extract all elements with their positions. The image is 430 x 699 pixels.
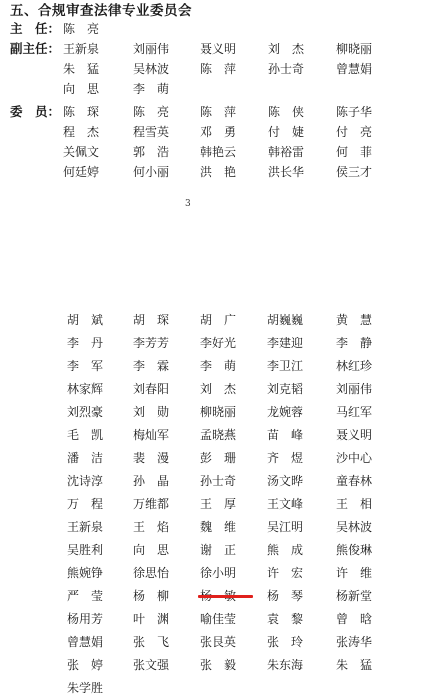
member-name: 许 宏	[267, 566, 304, 580]
member-name: 汤文晔	[267, 474, 304, 488]
member-name: 苗 峰	[267, 428, 304, 442]
member-name: 熊 成	[267, 543, 304, 557]
highlight-underline	[198, 595, 253, 598]
member-name: 刘烈豪	[67, 405, 104, 419]
member-name: 孙士奇	[200, 474, 237, 488]
member-name: 曾慧娟	[67, 635, 104, 649]
member-name: 沈诗淳	[67, 474, 104, 488]
member-name: 熊俊琳	[336, 543, 373, 557]
member-name: 韩艳云	[200, 145, 237, 159]
member-name: 张涛华	[336, 635, 373, 649]
member-name: 潘 洁	[67, 451, 104, 465]
section-heading: 五、合规审查法律专业委员会	[10, 3, 192, 19]
member-name: 张文强	[133, 658, 170, 672]
member-name: 毛 凯	[67, 428, 104, 442]
member-name: 胡 斌	[67, 313, 104, 327]
member-name: 张 婷	[67, 658, 104, 672]
member-name: 邓 勇	[200, 125, 237, 139]
member-name: 张 毅	[200, 658, 237, 672]
member-name: 洪 艳	[200, 165, 237, 179]
member-name: 聂义明	[200, 42, 237, 56]
member-name: 陈 萍	[200, 105, 237, 119]
member-name: 魏 维	[200, 520, 237, 534]
member-name: 张艮英	[200, 635, 237, 649]
member-name: 刘 杰	[268, 42, 305, 56]
member-name: 陈 萍	[200, 62, 237, 76]
member-name: 李芳芳	[133, 336, 170, 350]
member-name: 严 莹	[67, 589, 104, 603]
member-name: 万维都	[133, 497, 170, 511]
member-name: 李 萌	[133, 82, 170, 96]
member-name: 黄 慧	[336, 313, 373, 327]
member-name: 聂义明	[336, 428, 373, 442]
member-name: 许 维	[336, 566, 373, 580]
member-name: 郭 浩	[133, 145, 170, 159]
member-name: 陈 亮	[63, 22, 100, 36]
member-name: 李 霖	[133, 359, 170, 373]
member-name: 吴胜利	[67, 543, 104, 557]
role-label: 委 员：	[10, 104, 61, 119]
member-name: 李建迎	[267, 336, 304, 350]
member-name: 吴林波	[133, 62, 170, 76]
member-name: 刘 杰	[200, 382, 237, 396]
member-name: 陈 琛	[63, 105, 100, 119]
member-name: 彭 珊	[200, 451, 237, 465]
member-name: 万 程	[67, 497, 104, 511]
member-name: 李卫江	[267, 359, 304, 373]
member-name: 张 玲	[267, 635, 304, 649]
member-name: 向 思	[133, 543, 170, 557]
member-name: 袁 黎	[267, 612, 304, 626]
member-name: 刘丽伟	[336, 382, 373, 396]
member-name: 王 相	[336, 497, 373, 511]
member-name: 齐 煜	[267, 451, 304, 465]
member-name: 朱 猛	[63, 62, 100, 76]
member-name: 王 厚	[200, 497, 237, 511]
member-name: 向 思	[63, 82, 100, 96]
member-name: 柳晓丽	[200, 405, 237, 419]
member-name: 刘丽伟	[133, 42, 170, 56]
member-name: 王新泉	[63, 42, 100, 56]
member-name: 曾 晗	[336, 612, 373, 626]
page-number: 3	[185, 199, 191, 209]
member-name: 谢 正	[200, 543, 237, 557]
role-label: 主 任：	[10, 21, 61, 36]
member-name: 杨 柳	[133, 589, 170, 603]
member-name: 李 静	[336, 336, 373, 350]
member-name: 陈 侠	[268, 105, 305, 119]
member-name: 吴江明	[267, 520, 304, 534]
member-name: 孙士奇	[268, 62, 305, 76]
member-name: 杨 琴	[267, 589, 304, 603]
member-name: 朱学胜	[67, 681, 104, 695]
member-name: 吴林波	[336, 520, 373, 534]
member-name: 王文峰	[267, 497, 304, 511]
member-name: 朱 猛	[336, 658, 373, 672]
member-name: 何廷婷	[63, 165, 100, 179]
member-name: 沙中心	[336, 451, 373, 465]
member-name: 孟晓燕	[200, 428, 237, 442]
member-name: 徐小明	[200, 566, 237, 580]
member-name: 童春林	[336, 474, 373, 488]
member-name: 程 杰	[63, 125, 100, 139]
member-name: 李 军	[67, 359, 104, 373]
member-name: 杨新堂	[336, 589, 373, 603]
member-name: 熊婉铮	[67, 566, 104, 580]
member-name: 陈 亮	[133, 105, 170, 119]
member-name: 胡巍巍	[267, 313, 304, 327]
member-name: 朱东海	[267, 658, 304, 672]
member-name: 陈子华	[336, 105, 373, 119]
member-name: 何 菲	[336, 145, 373, 159]
member-name: 孙 晶	[133, 474, 170, 488]
member-name: 曾慧娟	[336, 62, 373, 76]
member-name: 韩裕雷	[268, 145, 305, 159]
member-name: 洪长华	[268, 165, 305, 179]
member-name: 马红军	[336, 405, 373, 419]
highlighted-member-name: 喻佳莹	[200, 612, 237, 626]
member-name: 林家辉	[67, 382, 104, 396]
member-name: 张 飞	[133, 635, 170, 649]
member-name: 柳晓丽	[336, 42, 373, 56]
member-name: 李 丹	[67, 336, 104, 350]
member-name: 何小丽	[133, 165, 170, 179]
member-name: 程雪英	[133, 125, 170, 139]
member-name: 李好光	[200, 336, 237, 350]
member-name: 杨用芳	[67, 612, 104, 626]
member-name: 裴 漫	[133, 451, 170, 465]
member-name: 侯三才	[336, 165, 373, 179]
member-name: 王新泉	[67, 520, 104, 534]
role-label: 副主任：	[10, 41, 61, 56]
member-name: 徐思怡	[133, 566, 170, 580]
member-name: 胡 琛	[133, 313, 170, 327]
member-name: 关佩文	[63, 145, 100, 159]
member-name: 付 婕	[268, 125, 305, 139]
member-name: 龙婉蓉	[267, 405, 304, 419]
member-name: 刘 勋	[133, 405, 170, 419]
member-name: 李 萌	[200, 359, 237, 373]
member-name: 林红珍	[336, 359, 373, 373]
member-name: 胡 广	[200, 313, 237, 327]
member-name: 刘克韬	[267, 382, 304, 396]
member-name: 叶 渊	[133, 612, 170, 626]
member-name: 付 亮	[336, 125, 373, 139]
member-name: 刘春阳	[133, 382, 170, 396]
member-name: 王 焰	[133, 520, 170, 534]
member-name: 梅灿军	[133, 428, 170, 442]
